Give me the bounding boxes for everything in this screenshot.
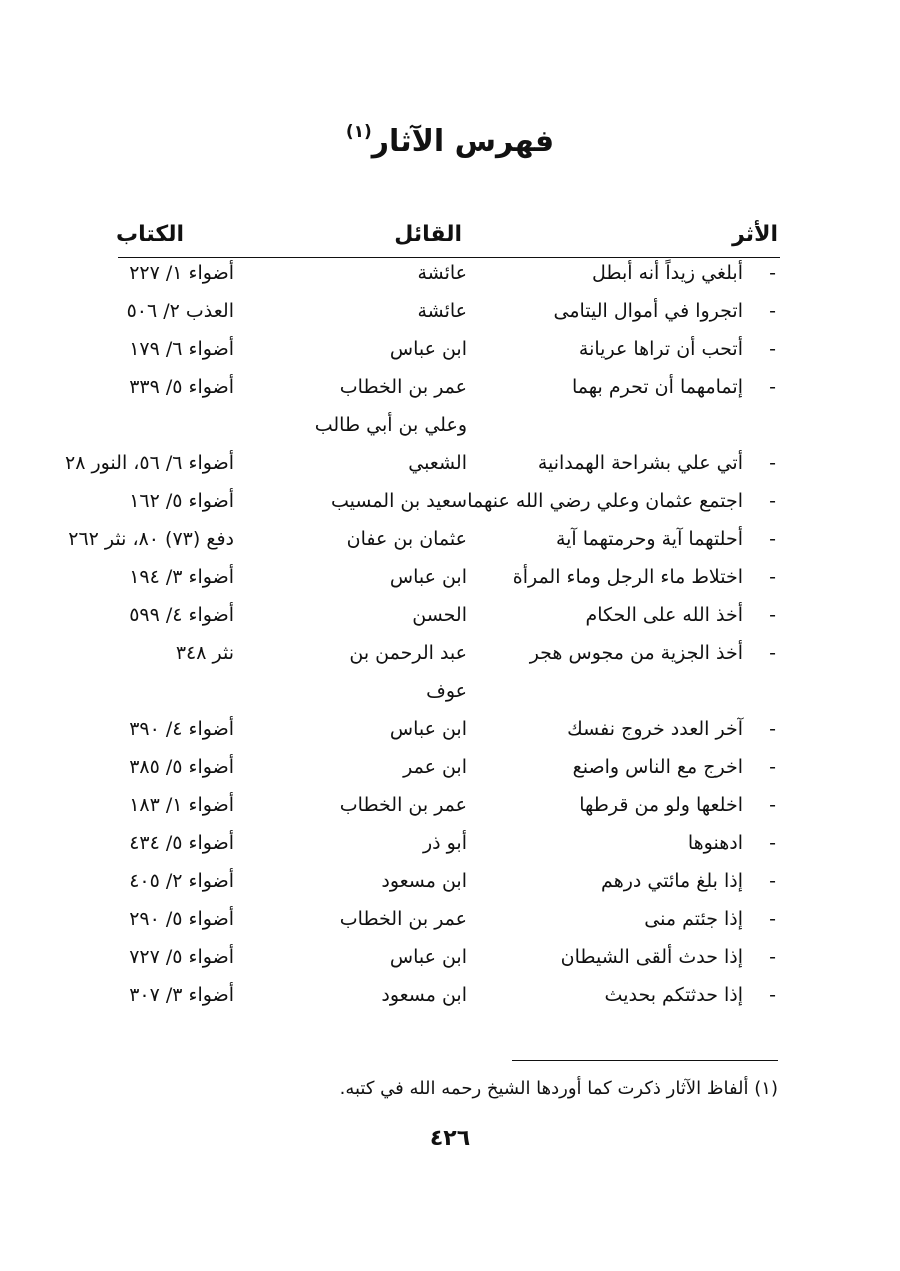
athar-cell: أخذ الله على الحكام bbox=[585, 604, 743, 626]
table-row bbox=[0, 756, 900, 794]
athar-cell: أتحب أن تراها عريانة bbox=[578, 338, 743, 360]
qail-cell: عبد الرحمن بن bbox=[349, 642, 467, 664]
athar-cell: ادهنوها bbox=[687, 832, 743, 854]
table-row bbox=[0, 452, 900, 490]
row-dash: - bbox=[769, 832, 776, 854]
table-row bbox=[0, 262, 900, 300]
column-header-kitab: الكتاب bbox=[116, 222, 184, 247]
athar-cell: إتمامهما أن تحرم بهما bbox=[571, 376, 743, 398]
table-row bbox=[0, 604, 900, 642]
athar-cell: أحلتهما آية وحرمتهما آية bbox=[555, 528, 743, 550]
footnote-divider bbox=[512, 1060, 778, 1061]
kitab-cell: أضواء ١/ ١٨٣ bbox=[129, 794, 234, 816]
qail-cell: ابن مسعود bbox=[381, 984, 467, 1006]
row-dash: - bbox=[769, 946, 776, 968]
row-dash: - bbox=[769, 908, 776, 930]
kitab-cell: أضواء ٥/ ٣٨٥ bbox=[129, 756, 234, 778]
qail-cell: الشعبي bbox=[408, 452, 467, 474]
row-dash: - bbox=[769, 984, 776, 1006]
kitab-cell: أضواء ٤/ ٥٩٩ bbox=[129, 604, 234, 626]
table-row bbox=[0, 642, 900, 680]
table-row bbox=[0, 566, 900, 604]
row-dash: - bbox=[769, 604, 776, 626]
table-row bbox=[0, 832, 900, 870]
table-row bbox=[0, 984, 900, 1022]
row-dash: - bbox=[769, 566, 776, 588]
qail-cell: وعلي بن أبي طالب bbox=[314, 414, 467, 436]
row-dash: - bbox=[769, 338, 776, 360]
row-dash: - bbox=[769, 718, 776, 740]
table-row bbox=[0, 338, 900, 376]
row-dash: - bbox=[769, 376, 776, 398]
qail-cell: عائشة bbox=[417, 262, 467, 284]
table-row bbox=[0, 414, 900, 452]
row-dash: - bbox=[769, 870, 776, 892]
qail-cell: ابن عباس bbox=[389, 566, 467, 588]
qail-cell: عثمان بن عفان bbox=[346, 528, 467, 550]
qail-cell: عمر بن الخطاب bbox=[339, 908, 467, 930]
qail-cell: عمر بن الخطاب bbox=[339, 794, 467, 816]
footnote-marker: (١) bbox=[345, 122, 372, 142]
qail-cell: ابن عباس bbox=[389, 718, 467, 740]
athar-cell: أبلغي زيداً أنه أبطل bbox=[592, 262, 743, 284]
table-row bbox=[0, 376, 900, 414]
qail-cell: ابن مسعود bbox=[381, 870, 467, 892]
athar-cell: إذا جئتم منى bbox=[644, 908, 743, 930]
column-header-qail: القائل bbox=[394, 222, 462, 247]
kitab-cell: أضواء ٥/ ١٦٢ bbox=[129, 490, 234, 512]
header-divider bbox=[118, 257, 780, 258]
table-row bbox=[0, 490, 900, 528]
footnote: (١) ألفاظ الآثار ذكرت كما أوردها الشيخ رحمه الله في كتبه. bbox=[339, 1078, 778, 1099]
kitab-cell: أضواء ٢/ ٤٠٥ bbox=[129, 870, 234, 892]
athar-cell: اخرج مع الناس واصنع bbox=[572, 756, 743, 778]
kitab-cell: أضواء ٥/ ٢٩٠ bbox=[129, 908, 234, 930]
athar-cell: أخذ الجزية من مجوس هجر bbox=[529, 642, 743, 664]
kitab-cell: أضواء ٣/ ٣٠٧ bbox=[129, 984, 234, 1006]
row-dash: - bbox=[769, 300, 776, 322]
row-dash: - bbox=[769, 794, 776, 816]
qail-cell: ابن عباس bbox=[389, 338, 467, 360]
kitab-cell: أضواء ٣/ ١٩٤ bbox=[129, 566, 234, 588]
athar-cell: اخلعها ولو من قرطها bbox=[579, 794, 743, 816]
row-dash: - bbox=[769, 262, 776, 284]
athar-cell: اتجروا في أموال اليتامى bbox=[553, 300, 743, 322]
qail-cell: عوف bbox=[426, 680, 467, 702]
row-dash: - bbox=[769, 756, 776, 778]
athar-cell: إذا حدثتكم بحديث bbox=[604, 984, 743, 1006]
qail-cell: أبو ذر bbox=[422, 832, 467, 854]
page-title-text: فهرس الآثار bbox=[371, 124, 555, 159]
row-dash: - bbox=[769, 490, 776, 512]
kitab-cell: نثر ٣٤٨ bbox=[175, 642, 234, 664]
row-dash: - bbox=[769, 642, 776, 664]
qail-cell: ابن عباس bbox=[389, 946, 467, 968]
kitab-cell: دفع (٧٣) ٨٠، نثر ٢٦٢ bbox=[68, 528, 234, 550]
athar-cell: إذا بلغ مائتي درهم bbox=[601, 870, 743, 892]
kitab-cell: أضواء ٥/ ٤٣٤ bbox=[129, 832, 234, 854]
kitab-cell: أضواء ٦/ ١٧٩ bbox=[129, 338, 234, 360]
athar-cell: إذا حدث ألقى الشيطان bbox=[560, 946, 743, 968]
kitab-cell: أضواء ٥/ ٧٢٧ bbox=[129, 946, 234, 968]
athar-cell: أتي علي بشراحة الهمدانية bbox=[537, 452, 743, 474]
athar-cell: آخر العدد خروج نفسك bbox=[567, 718, 743, 740]
athar-cell: اختلاط ماء الرجل وماء المرأة bbox=[512, 566, 743, 588]
row-dash: - bbox=[769, 452, 776, 474]
qail-cell: عائشة bbox=[417, 300, 467, 322]
qail-cell: الحسن bbox=[412, 604, 467, 626]
table-row bbox=[0, 794, 900, 832]
qail-cell: عمر بن الخطاب bbox=[339, 376, 467, 398]
column-header-athar: الأثر bbox=[732, 222, 778, 247]
page-number: ٤٢٦ bbox=[429, 1126, 471, 1151]
kitab-cell: أضواء ٥/ ٣٣٩ bbox=[129, 376, 234, 398]
table-row bbox=[0, 528, 900, 566]
athar-cell: اجتمع عثمان وعلي رضي الله عنهما bbox=[467, 490, 743, 512]
kitab-cell: أضواء ١/ ٢٢٧ bbox=[129, 262, 234, 284]
table-row bbox=[0, 680, 900, 718]
table-row bbox=[0, 908, 900, 946]
table-row bbox=[0, 870, 900, 908]
kitab-cell: أضواء ٤/ ٣٩٠ bbox=[129, 718, 234, 740]
qail-cell: ابن عمر bbox=[403, 756, 467, 778]
qail-cell: سعيد بن المسيب bbox=[330, 490, 467, 512]
row-dash: - bbox=[769, 528, 776, 550]
kitab-cell: أضواء ٦/ ٥٦، النور ٢٨ bbox=[64, 452, 234, 474]
table-row bbox=[0, 300, 900, 338]
page-title bbox=[0, 122, 900, 159]
table-row bbox=[0, 718, 900, 756]
kitab-cell: العذب ٢/ ٥٠٦ bbox=[126, 300, 234, 322]
table-row bbox=[0, 946, 900, 984]
